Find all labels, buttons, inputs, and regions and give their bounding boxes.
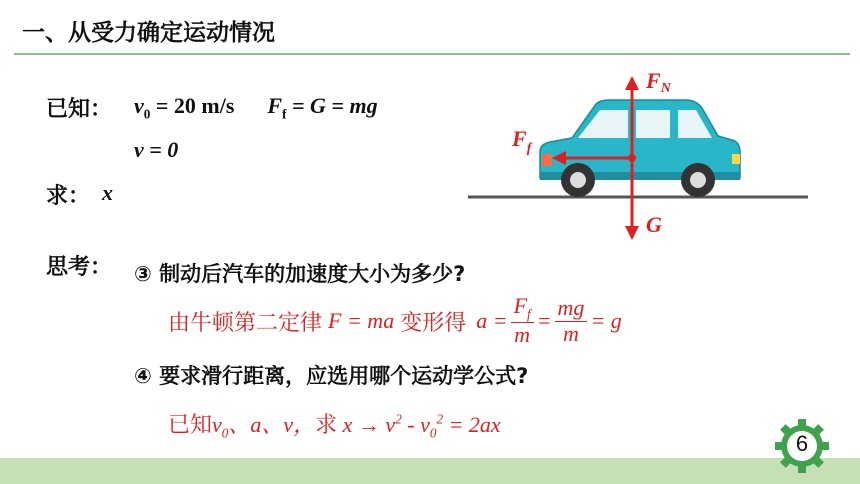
equals-g: = g [590,308,622,333]
v0-value: = 20 m/s [150,93,235,118]
ans-list: 、a、v， [228,412,316,437]
page-number: 6 [795,431,809,456]
formula-sub0: 0 [429,425,437,441]
ff-value: = G = mg [286,93,378,118]
fn-label-f: F [646,68,661,93]
equals-2: = [536,308,552,333]
car-illustration [540,100,740,197]
frac2-den: m [563,320,579,346]
q3-answer [168,293,622,348]
known-label: 已知： [46,97,113,122]
ff-label [511,126,533,156]
title-divider [14,53,850,55]
gravity-arrowhead [625,226,639,240]
answer-mid: 变形得 [400,310,467,336]
fn-label-sub: N [660,81,671,96]
seek-variable: x [102,180,113,205]
frac-num-sub: f [527,306,531,322]
frac-den-m: m [514,322,531,348]
fraction-mg-over-m [555,296,588,345]
formula-part-a: x → v [337,412,396,437]
footer-bar [0,458,860,484]
seek-label: 求： [46,184,91,209]
question-4: ④ 要求滑行距离，应选用哪个运动学公式? [134,364,529,388]
ff-subscript: f [282,106,287,122]
normal-force-arrowhead [625,76,639,90]
a-equals: a = [476,308,508,333]
seek-var [102,180,113,206]
formula-minus: - v [401,412,430,437]
formula-part-b: = 2ax [443,412,501,437]
force-origin-point [628,154,636,162]
frac-num-f: F [513,293,528,319]
ans-seek: 求 [315,413,338,438]
v0-symbol: v [134,93,144,118]
think-label: 思考： [46,255,113,280]
ans-v0-sub: 0 [221,425,229,441]
fraction-ff-over-m [511,294,534,347]
answer-prefix: 由牛顿第二定律 [168,310,323,336]
fn-label [645,68,672,96]
v0-subscript: 0 [143,106,151,122]
frac2-num: mg [555,296,588,321]
q4-answer [168,408,501,441]
ff-symbol: F [267,93,283,118]
question-3: ③ 制动后汽车的加速度大小为多少? [134,262,466,286]
v-value: v = 0 [134,137,179,162]
known-v [134,137,178,163]
ff-label-sub: f [526,141,532,156]
known-values [134,93,378,122]
formula-sup2: 2 [436,411,444,427]
g-label: G [646,212,662,237]
ans-known: 已知 [168,413,213,438]
slide-title: 一、从受力确定运动情况 [22,20,275,46]
ff-label-f: F [512,126,527,151]
newton-law: F = ma [328,308,395,333]
force-diagram [460,60,820,250]
ans-v0: v [212,412,222,437]
formula-sup1: 2 [395,411,402,427]
